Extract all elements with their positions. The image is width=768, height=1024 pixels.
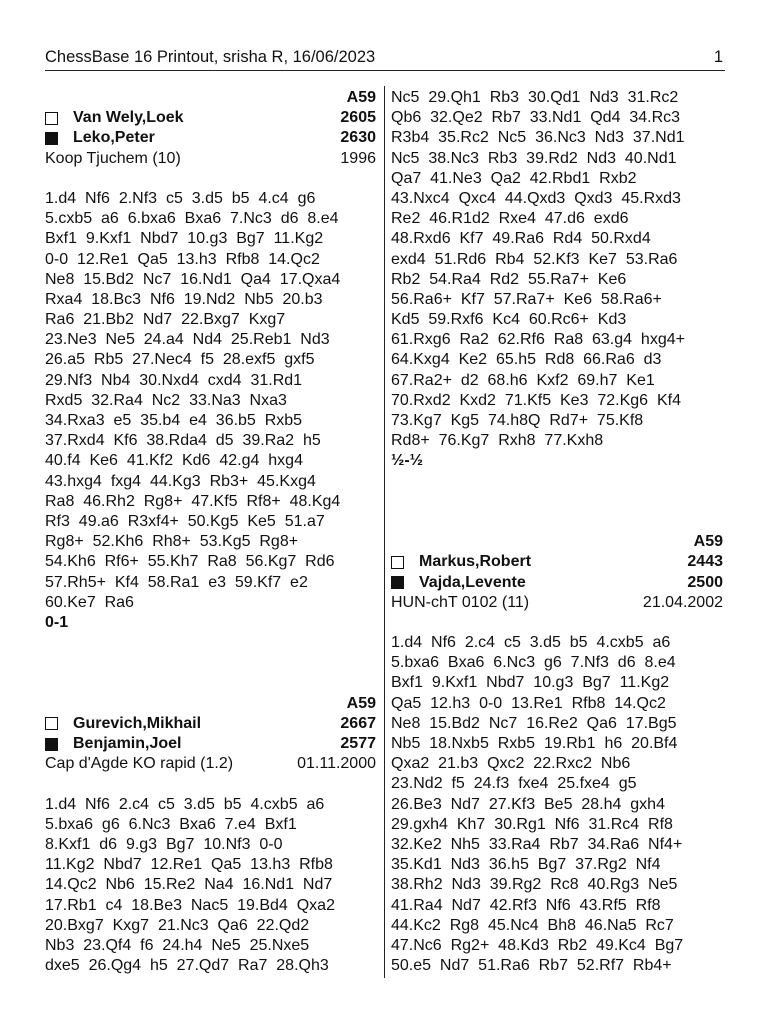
move-line: Ra8 46.Rh2 Rg8+ 47.Kf5 Rf8+ 48.Kg4 xyxy=(45,492,341,510)
move-line: 48.Rxd6 Kf7 49.Ra6 Rd4 50.Rxd4 xyxy=(391,230,651,248)
move-line: 50.e5 Nd7 51.Ra6 Rb7 52.Rf7 Rb4+ xyxy=(391,957,672,975)
move-line: Kd5 59.Rxf6 Kc4 60.Rc6+ Kd3 xyxy=(391,311,627,329)
player-rating: 2577 xyxy=(340,735,376,753)
game-3 xyxy=(391,532,723,976)
move-line: 5.bxa6 g6 6.Nc3 Bxa6 7.e4 Bxf1 xyxy=(45,815,297,833)
move-line: 54.Kh6 Rf6+ 55.Kh7 Ra8 56.Kg7 Rd6 xyxy=(45,553,335,571)
event-name: Koop Tjuchem (10) xyxy=(45,149,181,167)
game-result: 0-1 xyxy=(45,613,69,631)
event-date: 01.11.2000 xyxy=(297,755,376,773)
move-line: dxe5 26.Qg4 h5 27.Qd7 Ra7 28.Qh3 xyxy=(45,957,329,975)
move-line: 47.Nc6 Rg2+ 48.Kd3 Rb2 49.Kc4 Bg7 xyxy=(391,936,684,954)
move-list xyxy=(391,88,723,451)
move-list xyxy=(45,189,376,613)
game-2-continued xyxy=(391,88,723,472)
player-name: Van Wely,Loek xyxy=(73,109,184,127)
black-square-icon xyxy=(391,576,404,589)
game-2 xyxy=(45,694,376,977)
player-name: Leko,Peter xyxy=(73,129,155,147)
move-line: Qxa2 21.b3 Qxc2 22.Rxc2 Nb6 xyxy=(391,755,631,773)
white-square-icon xyxy=(45,717,58,730)
player-rating: 2630 xyxy=(340,129,376,147)
player-rating: 2667 xyxy=(340,714,376,732)
player-name: Markus,Robert xyxy=(419,553,532,571)
eco-code: A59 xyxy=(693,533,723,551)
game-result: ½-½ xyxy=(391,452,424,470)
move-line: 29.gxh4 Kh7 30.Rg1 Nf6 31.Rc4 Rf8 xyxy=(391,815,673,833)
move-line: 37.Rxd4 Kf6 38.Rda4 d5 39.Ra2 h5 xyxy=(45,432,321,450)
player-rating: 2443 xyxy=(687,553,723,571)
move-line: R3b4 35.Rc2 Nc5 36.Nc3 Nd3 37.Nd1 xyxy=(391,129,685,147)
move-line: 14.Qc2 Nb6 15.Re2 Na4 16.Nd1 Nd7 xyxy=(45,876,333,894)
white-player xyxy=(45,108,376,128)
player-name: Gurevich,Mikhail xyxy=(73,714,202,732)
move-line: Nb5 18.Nxb5 Rxb5 19.Rb1 h6 20.Bf4 xyxy=(391,735,678,753)
move-line: Rg8+ 52.Kh6 Rh8+ 53.Kg5 Rg8+ xyxy=(45,533,299,551)
move-line: 20.Bxg7 Kxg7 21.Nc3 Qa6 22.Qd2 xyxy=(45,916,310,934)
event-name: Cap d'Agde KO rapid (1.2) xyxy=(45,755,234,773)
move-line: 5.bxa6 Bxa6 6.Nc3 g6 7.Nf3 d6 8.e4 xyxy=(391,654,676,672)
move-line: 44.Kc2 Rg8 45.Nc4 Bh8 46.Na5 Rc7 xyxy=(391,916,674,934)
move-line: Re2 46.R1d2 Rxe4 47.d6 exd6 xyxy=(391,210,629,228)
event-date: 1996 xyxy=(340,149,376,167)
move-line: 29.Nf3 Nb4 30.Nxd4 cxd4 31.Rd1 xyxy=(45,371,303,389)
move-line: 43.hxg4 fxg4 44.Kg3 Rb3+ 45.Kxg4 xyxy=(45,472,316,490)
move-line: 40.f4 Ke6 41.Kf2 Kd6 42.g4 hxg4 xyxy=(45,452,303,470)
black-player xyxy=(45,128,376,148)
move-line: 1.d4 Nf6 2.Nf3 c5 3.d5 b5 4.c4 g6 xyxy=(45,189,316,207)
move-line: Nc5 29.Qh1 Rb3 30.Qd1 Nd3 31.Rc2 xyxy=(391,89,679,106)
printout-info: ChessBase 16 Printout, srisha R, 16/06/2023 xyxy=(45,48,376,66)
move-line: Rf3 49.a6 R3xf4+ 50.Kg5 Ke5 51.a7 xyxy=(45,512,325,530)
move-line: 1.d4 Nf6 2.c4 c5 3.d5 b5 4.cxb5 a6 xyxy=(391,634,671,652)
move-line: Rxa4 18.Bc3 Nf6 19.Nd2 Nb5 20.b3 xyxy=(45,290,323,308)
move-line: 17.Rb1 c4 18.Be3 Nac5 19.Bd4 Qxa2 xyxy=(45,896,335,914)
move-line: 38.Rh2 Nd3 39.Rg2 Rc8 40.Rg3 Ne5 xyxy=(391,876,678,894)
move-line: Bxf1 9.Kxf1 Nbd7 10.g3 Bg7 11.Kg2 xyxy=(391,674,670,692)
move-line: Ne8 15.Bd2 Nc7 16.Re2 Qa6 17.Bg5 xyxy=(391,714,677,732)
move-line: Qa7 41.Ne3 Qa2 42.Rbd1 Rxb2 xyxy=(391,169,637,187)
eco-code: A59 xyxy=(346,694,376,712)
player-name: Benjamin,Joel xyxy=(73,735,182,753)
move-line: 67.Ra2+ d2 68.h6 Kxf2 69.h7 Ke1 xyxy=(391,371,655,389)
move-line: 32.Ke2 Nh5 33.Ra4 Rb7 34.Ra6 Nf4+ xyxy=(391,835,683,853)
move-line: 34.Rxa3 e5 35.b4 e4 36.b5 Rxb5 xyxy=(45,412,303,429)
black-square-icon xyxy=(45,738,58,751)
move-line: Rxd5 32.Ra4 Nc2 33.Na3 Nxa3 xyxy=(45,391,287,409)
right-column xyxy=(391,88,723,976)
move-line: 41.Ra4 Nd7 42.Rf3 Nf6 43.Rf5 Rf8 xyxy=(391,896,661,914)
move-line: 26.a5 Rb5 27.Nec4 f5 28.exf5 gxf5 xyxy=(45,351,315,369)
eco-code: A59 xyxy=(346,89,376,106)
move-line: 8.Kxf1 d6 9.g3 Bg7 10.Nf3 0-0 xyxy=(45,835,283,853)
move-line: 26.Be3 Nd7 27.Kf3 Be5 28.h4 gxh4 xyxy=(391,795,665,813)
move-line: 23.Ne3 Ne5 24.a4 Nd4 25.Reb1 Nd3 xyxy=(45,331,330,349)
move-line: 35.Kd1 Nd3 36.h5 Bg7 37.Rg2 Nf4 xyxy=(391,856,661,874)
move-line: 57.Rh5+ Kf4 58.Ra1 e3 59.Kf7 e2 xyxy=(45,573,308,591)
move-line: 23.Nd2 f5 24.f3 fxe4 25.fxe4 g5 xyxy=(391,775,637,793)
page-header xyxy=(45,44,725,71)
move-line: Nb3 23.Qf4 f6 24.h4 Ne5 25.Nxe5 xyxy=(45,936,310,954)
move-list xyxy=(45,795,376,977)
event-name: HUN-chT 0102 (11) xyxy=(391,593,530,611)
game-1 xyxy=(45,88,376,633)
event-line xyxy=(45,149,376,169)
move-line: 5.cxb5 a6 6.bxa6 Bxa6 7.Nc3 d6 8.e4 xyxy=(45,210,339,228)
white-player xyxy=(45,714,376,734)
column-divider xyxy=(384,86,385,978)
move-list xyxy=(391,633,723,976)
move-line: 11.Kg2 Nbd7 12.Re1 Qa5 13.h3 Rfb8 xyxy=(45,856,333,874)
left-column xyxy=(45,88,376,976)
move-line: Rd8+ 76.Kg7 Rxh8 77.Kxh8 xyxy=(391,432,604,450)
white-player xyxy=(391,552,723,572)
black-player xyxy=(45,734,376,754)
move-line: Qb6 32.Qe2 Rb7 33.Nd1 Qd4 34.Rc3 xyxy=(391,109,681,127)
move-line: 0-0 12.Re1 Qa5 13.h3 Rfb8 14.Qc2 xyxy=(45,250,320,268)
event-line xyxy=(45,754,376,774)
move-line: 56.Ra6+ Kf7 57.Ra7+ Ke6 58.Ra6+ xyxy=(391,290,662,308)
white-square-icon xyxy=(391,556,404,569)
move-line: 1.d4 Nf6 2.c4 c5 3.d5 b5 4.cxb5 a6 xyxy=(45,795,325,813)
move-line: Ra6 21.Bb2 Nd7 22.Bxg7 Kxg7 xyxy=(45,311,286,329)
event-line xyxy=(391,593,723,613)
black-player xyxy=(391,573,723,593)
move-line: 43.Nxc4 Qxc4 44.Qxd3 Qxd3 45.Rxd3 xyxy=(391,189,681,207)
move-line: 61.Rxg6 Ra2 62.Rf6 Ra8 63.g4 hxg4+ xyxy=(391,331,685,349)
move-line: 70.Rxd2 Kxd2 71.Kf5 Ke3 72.Kg6 Kf4 xyxy=(391,391,681,409)
move-line: Rb2 54.Ra4 Rd2 55.Ra7+ Ke6 xyxy=(391,270,627,288)
move-line: exd4 51.Rd6 Rb4 52.Kf3 Ke7 53.Ra6 xyxy=(391,250,678,268)
event-date: 21.04.2002 xyxy=(642,593,723,611)
move-line: Bxf1 9.Kxf1 Nbd7 10.g3 Bg7 11.Kg2 xyxy=(45,230,324,248)
move-line: 73.Kg7 Kg5 74.h8Q Rd7+ 75.Kf8 xyxy=(391,412,644,429)
black-square-icon xyxy=(45,132,58,145)
move-line: 60.Ke7 Ra6 xyxy=(45,593,134,611)
move-line: 64.Kxg4 Ke2 65.h5 Rd8 66.Ra6 d3 xyxy=(391,351,662,369)
player-rating: 2500 xyxy=(687,573,723,591)
move-line: Ne8 15.Bd2 Nc7 16.Nd1 Qa4 17.Qxa4 xyxy=(45,270,341,288)
page-number: 1 xyxy=(713,48,723,66)
move-line: Qa5 12.h3 0-0 13.Re1 Rfb8 14.Qc2 xyxy=(391,694,666,712)
white-square-icon xyxy=(45,112,58,125)
player-name: Vajda,Levente xyxy=(419,573,526,591)
player-rating: 2605 xyxy=(340,109,376,127)
move-line: Nc5 38.Nc3 Rb3 39.Rd2 Nd3 40.Nd1 xyxy=(391,149,677,167)
